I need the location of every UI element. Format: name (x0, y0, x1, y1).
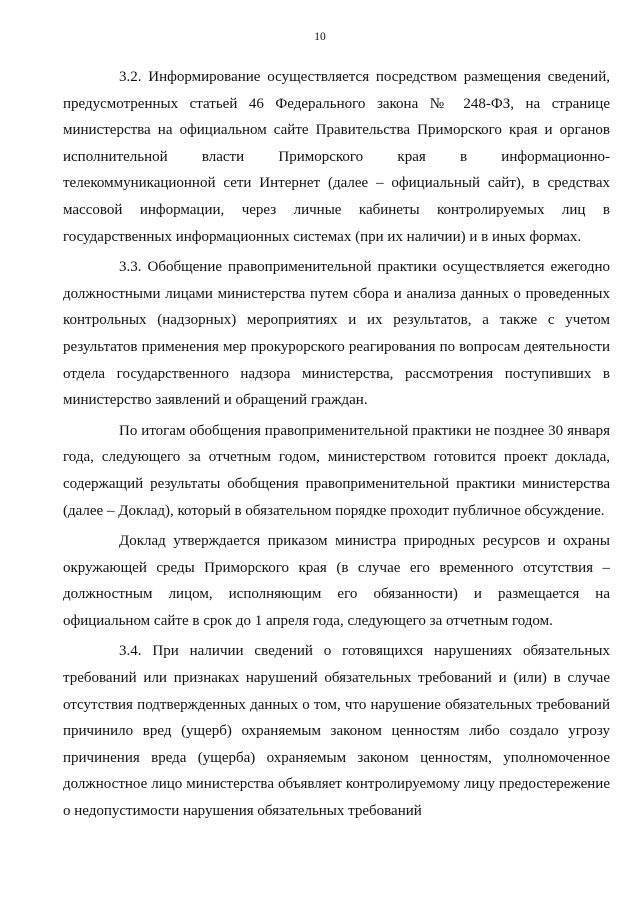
document-body (63, 64, 610, 825)
paragraph-3-4: 3.4. При наличии сведений о готовящихся нарушениях обязательных требований или признаках нарушений обязательных требований и (или) в случае отсутствия подтвержденных данных о том, что нарушение обязательных требований причинило вред (ущерб) охраняемым законом ценностям либо создало угрозу причинения вреда (ущерба) охраняемым законом ценностям, уполномоченное должностное лицо министерства объявляет контролируемому лицу предостережение о недопустимости нарушения обязательных требований (63, 643, 610, 820)
paragraph-report-preparation: По итогам обобщения правоприменительной практики не позднее 30 января года, следующего за отчетным годом, министерством готовится проект доклада, содержащий результаты обобщения правоприменительной практики министерства (далее – Доклад), который в обязательном порядке проходит публичное обсуждение. (63, 422, 610, 519)
paragraph-report-approval: Доклад утверждается приказом министра природных ресурсов и охраны окружающей среды Приморского края (в случае его временного отсутствия – должностным лицом, исполняющим его обязанности) и размещается на официальном сайте в срок до 1 апреля года, следующего за отчетным годом. (63, 533, 610, 629)
paragraph-3-3: 3.3. Обобщение правоприменительной практики осуществляется ежегодно должностными лицами министерства путем сбора и анализа данных о проведенных контрольных (надзорных) мероприятиях и их результатов, а также с учетом результатов применения мер прокурорского реагирования по вопросам деятельности отдела государственного надзора министерства, рассмотрения поступивших в министерство заявлений и обращений граждан. (63, 259, 610, 409)
page-number: 10 (314, 31, 326, 43)
paragraph-3-2: 3.2. Информирование осуществляется посредством размещения сведений, предусмотренных статьей 46 Федерального закона № 248-ФЗ, на странице министерства на официальном сайте Правительства Приморского края и органов исполнительной власти Приморского края в информационно-телекоммуникационной сети Интернет (далее – официальный сайт), в средствах массовой информации, через личные кабинеты контролируемых лиц в государственных информационных системах (при их наличии) и в иных формах. (63, 69, 610, 245)
